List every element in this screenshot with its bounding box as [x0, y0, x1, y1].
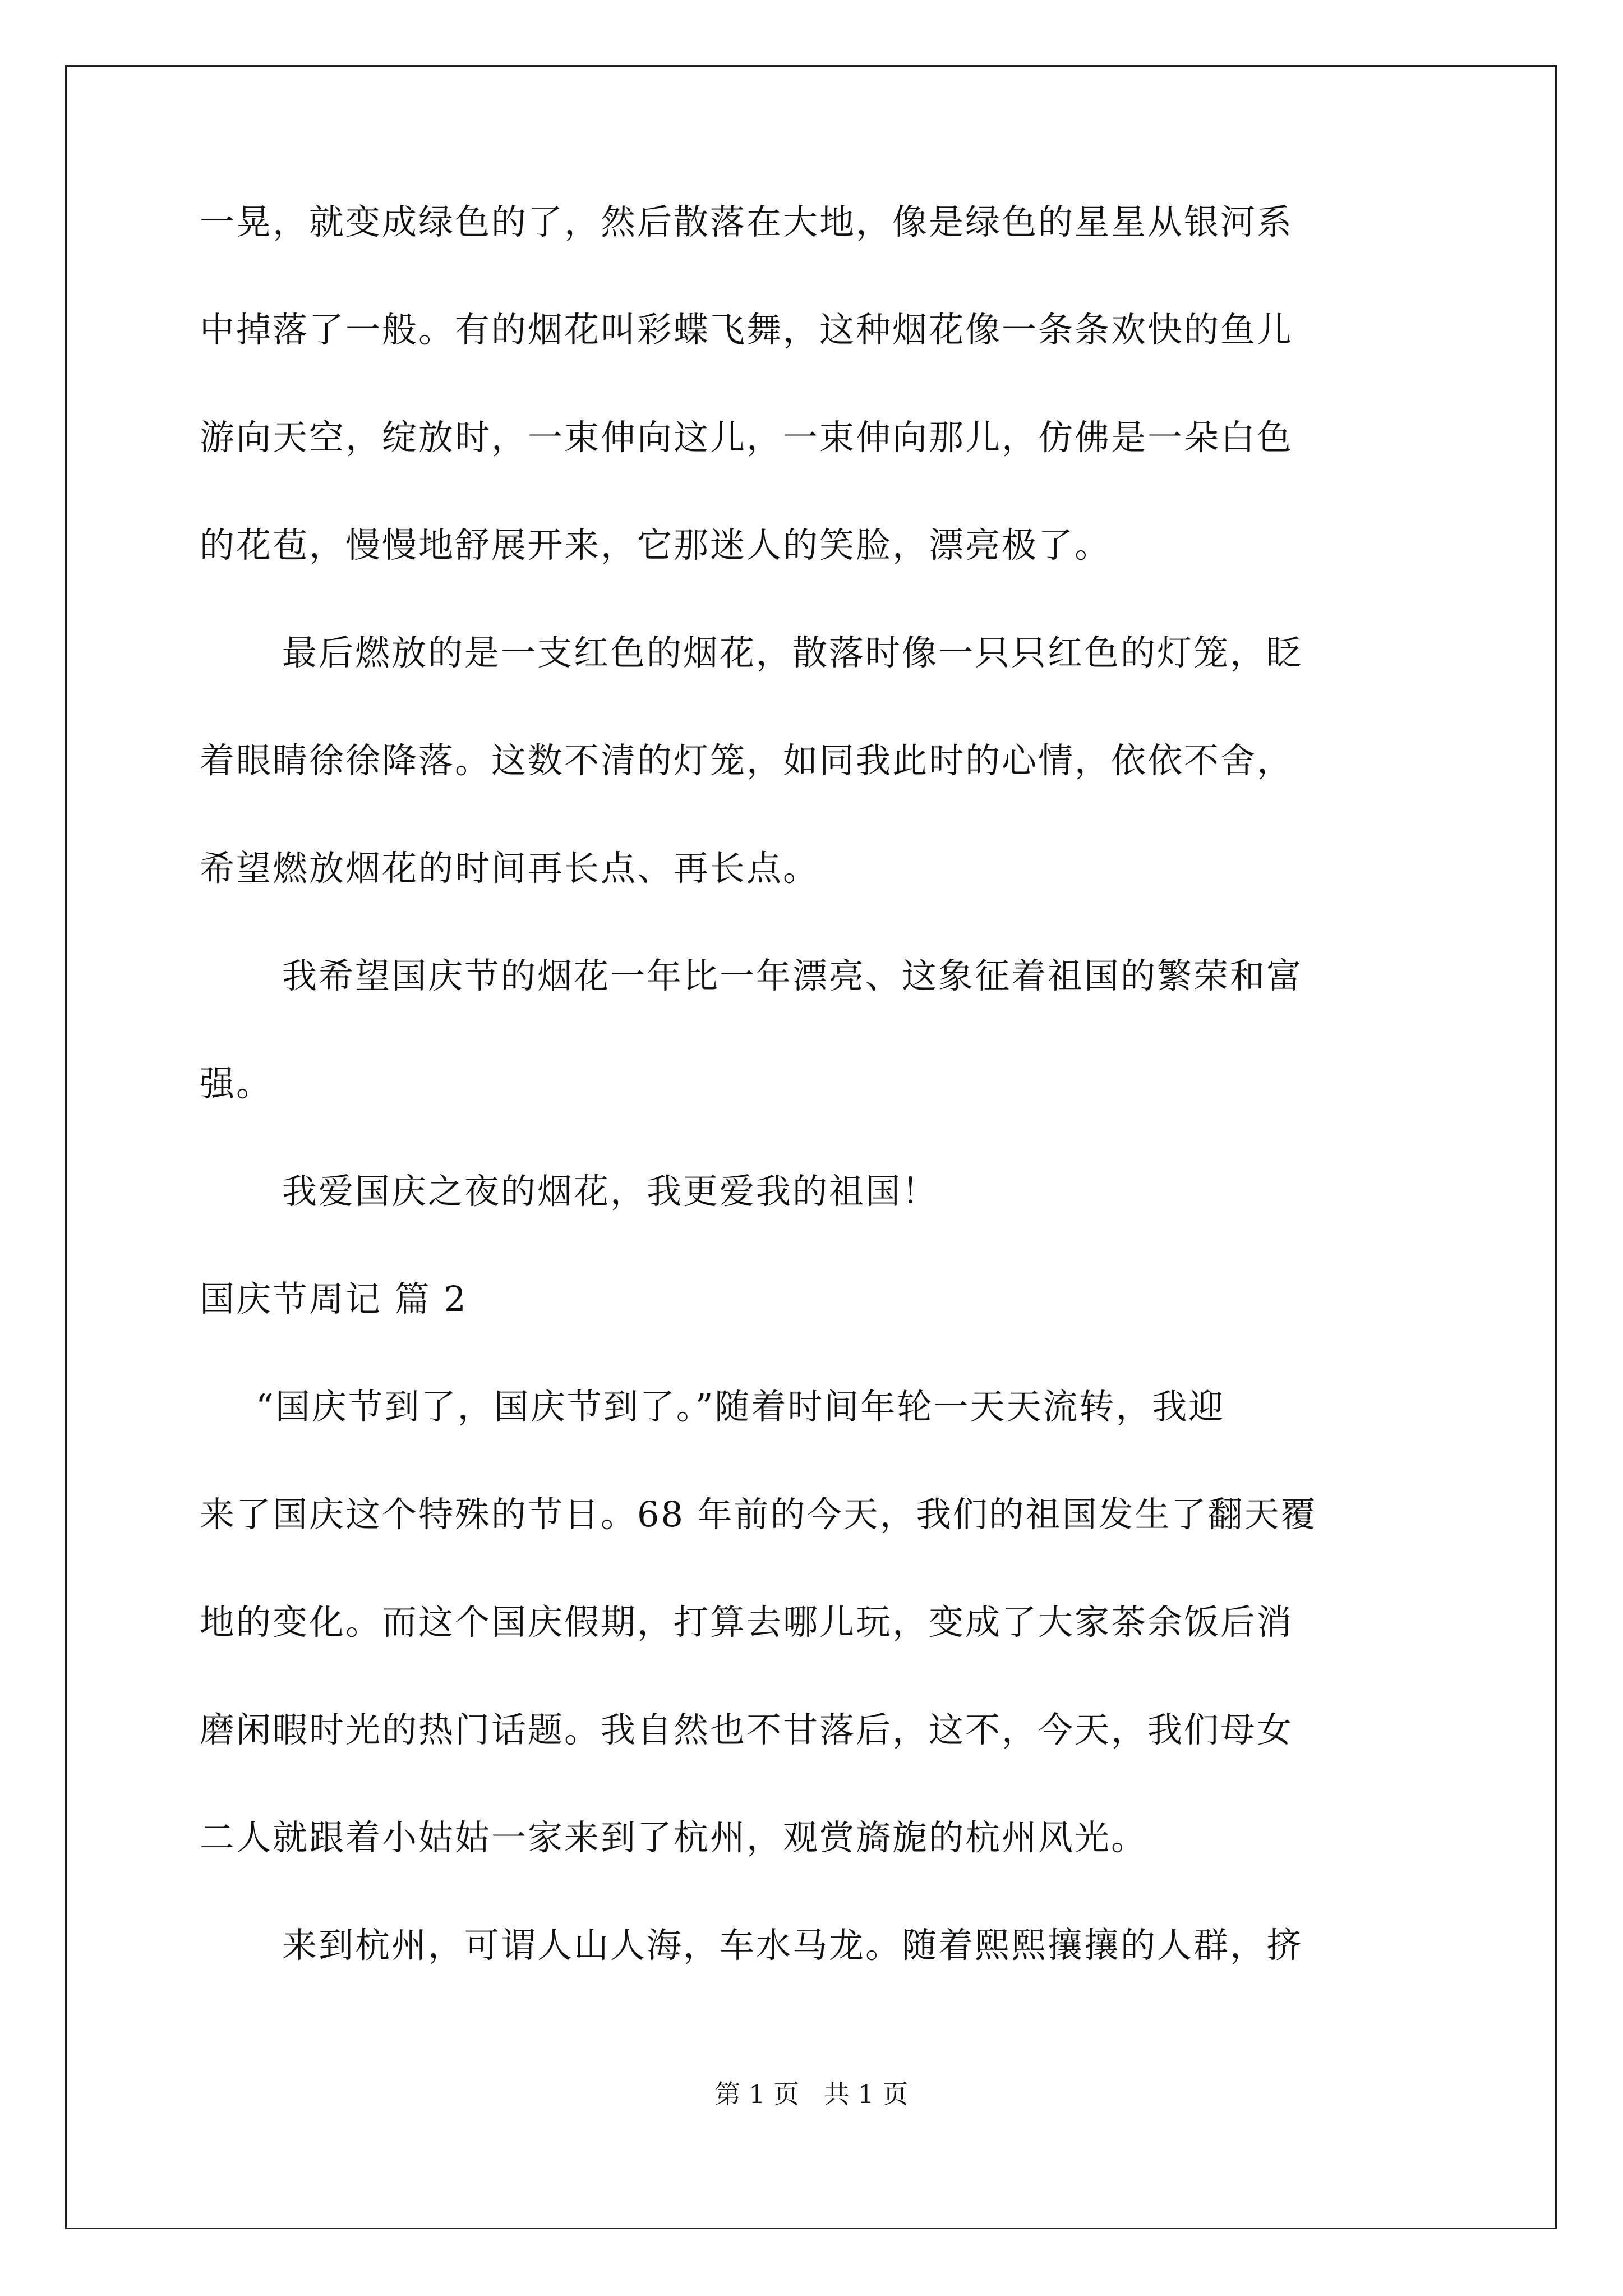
paragraph-line: 着眼睛徐徐降落。这数不清的灯笼，如同我此时的心情，依依不舍，	[200, 740, 1294, 781]
paragraph-line: 强。	[200, 1063, 273, 1104]
paragraph-line: 来了国庆这个特殊的节日。68 年前的今天，我们的祖国发生了翻天覆	[200, 1494, 1317, 1535]
document-body	[200, 201, 1433, 2032]
page-number-footer: 第 1 页 共 1 页	[714, 2079, 909, 2109]
paragraph-line: 希望燃放烟花的时间再长点、再长点。	[200, 848, 820, 889]
paragraph-line: 中掉落了一般。有的烟花叫彩蝶飞舞，这种烟花像一条条欢快的鱼儿	[200, 309, 1294, 350]
paragraph-line: 二人就跟着小姑姑一家来到了杭州，观赏旖旎的杭州风光。	[200, 1817, 1148, 1858]
paragraph-line: 的花苞，慢慢地舒展开来，它那迷人的笑脸，漂亮极了。	[200, 524, 1112, 565]
paragraph-line: 地的变化。而这个国庆假期，打算去哪儿玩，变成了大家茶余饭后消	[200, 1602, 1294, 1642]
paragraph-line: 我希望国庆节的烟花一年比一年漂亮、这象征着祖国的繁荣和富	[282, 955, 1303, 996]
paragraph-line: 我爱国庆之夜的烟花，我更爱我的祖国！	[282, 1171, 939, 1212]
paragraph-line: 来到杭州，可谓人山人海，车水马龙。随着熙熙攘攘的人群，挤	[282, 1925, 1303, 1966]
paragraph-line: “国庆节到了，国庆节到了。”随着时间年轮一天天流转，我迎	[256, 1386, 1225, 1427]
paragraph-line: 一晃，就变成绿色的了，然后散落在大地，像是绿色的星星从银河系	[200, 201, 1294, 242]
paragraph-line: 最后燃放的是一支红色的烟花，散落时像一只只红色的灯笼，眨	[282, 632, 1303, 673]
section-heading: 国庆节周记 篇 2	[200, 1278, 468, 1319]
paragraph-line: 游向天空，绽放时，一束伸向这儿，一束伸向那儿，仿佛是一朵白色	[200, 417, 1294, 458]
paragraph-line: 磨闲暇时光的热门话题。我自然也不甘落后，这不，今天，我们母女	[200, 1709, 1294, 1750]
